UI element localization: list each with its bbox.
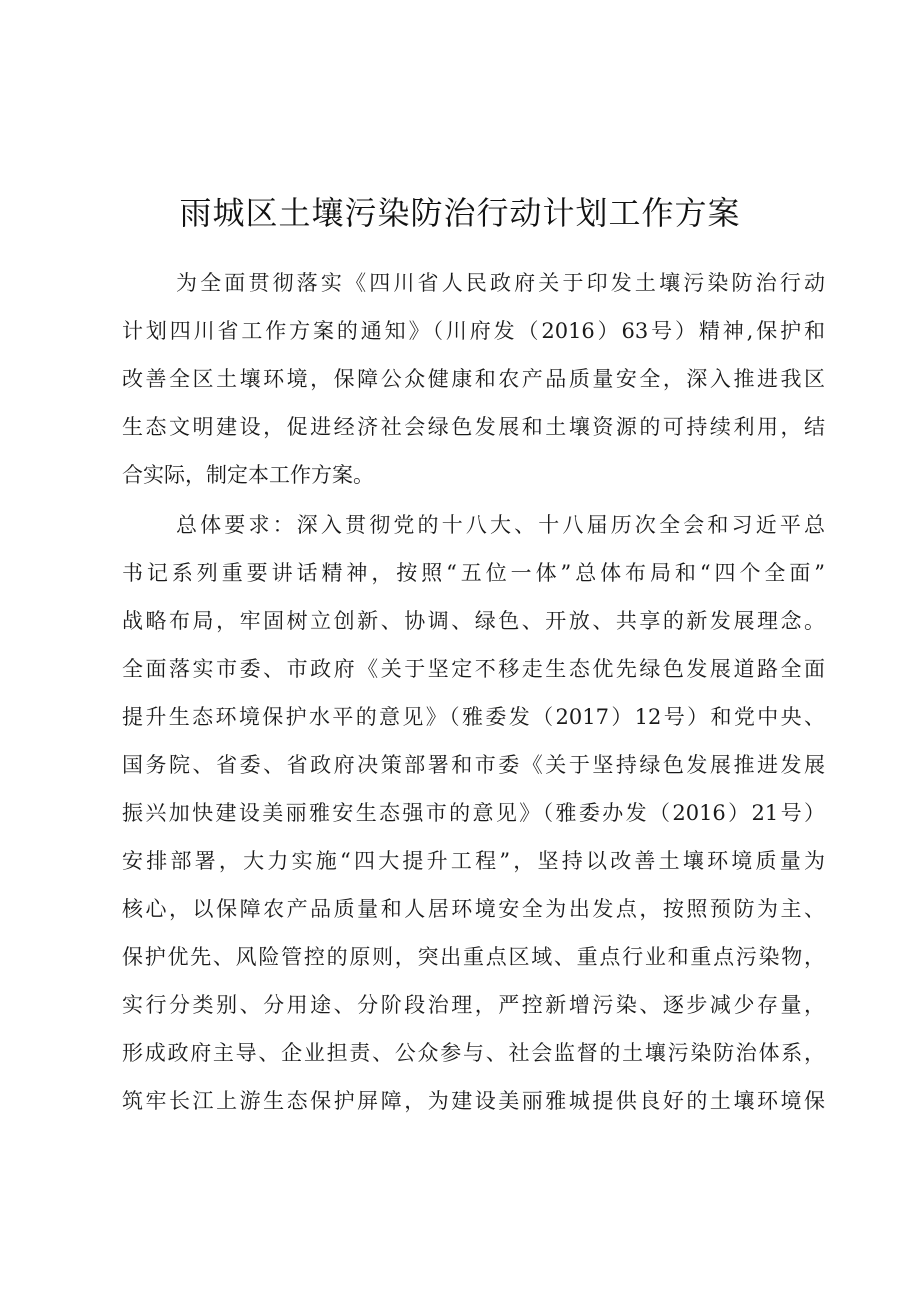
paragraph2-line: 核心，以保障农产品质量和人居环境安全为出发点，按照预防为主、 (122, 897, 825, 921)
paragraph1-line: 合实际，制定本工作方案。 (122, 463, 374, 487)
paragraph2-line: 实行分类别、分用途、分阶段治理，严控新增污染、逐步减少存量， (122, 993, 825, 1017)
paragraph2-line: 战略布局，牢固树立创新、协调、绿色、开放、共享的新发展理念。 (122, 609, 825, 633)
paragraph1-line: 生态文明建设，促进经济社会绿色发展和土壤资源的可持续利用，结 (122, 415, 825, 439)
paragraph2-line: 提升生态环境保护水平的意见》（雅委发（2017）12号）和党中央、 (122, 705, 825, 729)
paragraph2-line: 形成政府主导、企业担责、公众参与、社会监督的土壤污染防治体系， (122, 1041, 825, 1065)
paragraph2-line: 安排部署，大力实施“四大提升工程”，坚持以改善土壤环境质量为 (122, 849, 825, 873)
paragraph2-line: 筑牢长江上游生态保护屏障，为建设美丽雅城提供良好的土壤环境保 (122, 1089, 825, 1113)
paragraph2-line: 振兴加快建设美丽雅安生态强市的意见》（雅委办发（2016）21号） (122, 801, 825, 825)
document-title: 雨城区土壤污染防治行动计划工作方案 (179, 194, 741, 232)
paragraph2-line: 国务院、省委、省政府决策部署和市委《关于坚持绿色发展推进发展 (122, 753, 825, 777)
paragraph1-line: 改善全区土壤环境，保障公众健康和农产品质量安全，深入推进我区 (122, 367, 825, 391)
paragraph2-line: 保护优先、风险管控的原则，突出重点区域、重点行业和重点污染物， (122, 945, 825, 969)
paragraph1-line: 为全面贯彻落实《四川省人民政府关于印发土壤污染防治行动 (176, 271, 825, 295)
paragraph2-line: 全面落实市委、市政府《关于坚定不移走生态优先绿色发展道路全面 (122, 657, 825, 681)
paragraph2-line: 总体要求：深入贯彻党的十八大、十八届历次全会和习近平总 (176, 513, 825, 537)
paragraph2-line: 书记系列重要讲话精神，按照“五位一体”总体布局和“四个全面” (122, 561, 825, 585)
paragraph1-line: 计划四川省工作方案的通知》（川府发（2016）63号）精神,保护和 (122, 319, 825, 343)
